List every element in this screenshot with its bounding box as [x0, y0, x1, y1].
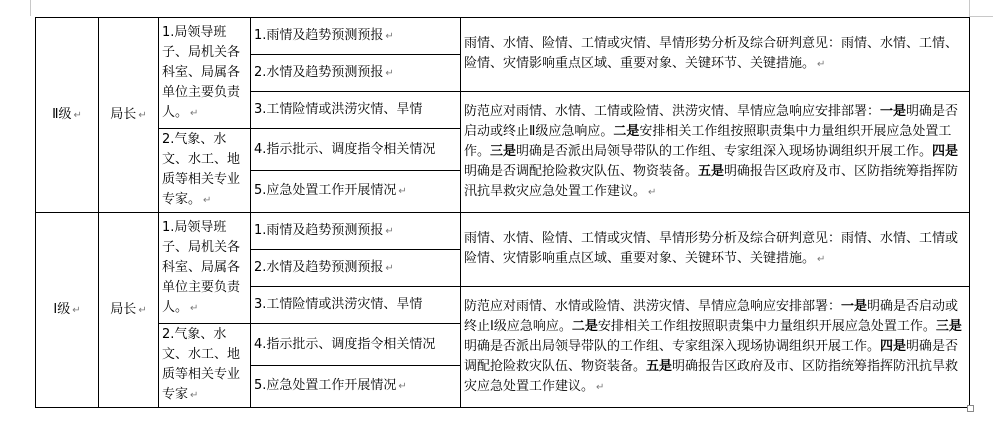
deploy-segment: 二是	[571, 318, 598, 334]
page-corner-mark-right-h	[969, 16, 993, 17]
paragraph-mark: ↵	[138, 109, 147, 121]
paragraph-mark: ↵	[385, 30, 394, 42]
page-corner-mark-right-v	[969, 0, 970, 16]
deploy-segment: 明确是否派出局领导带队的工作组、专家组深入现场协调组织开展工作。	[516, 143, 933, 159]
response-table-body	[36, 18, 970, 408]
report-item-cell[interactable]	[251, 250, 461, 287]
participants-officials: 1.局领导班子、局机关各科室、局属各单位主要负责人。	[162, 219, 241, 315]
deployment-cell[interactable]	[461, 287, 970, 408]
deploy-segment: 明确是否调配抢险救灾队伍、物资装备。	[464, 163, 699, 179]
report-item: 1.雨情及趋势预测预报	[254, 222, 384, 238]
report-item: 2.水情及趋势预测预报	[254, 64, 384, 80]
paragraph-mark: ↵	[385, 225, 394, 237]
report-item-cell[interactable]	[251, 129, 461, 171]
report-item: 3.工情险情或洪涝灾情、旱情	[254, 297, 423, 312]
report-item: 5.应急处置工作开展情况	[254, 378, 397, 393]
participants-cell[interactable]	[159, 18, 251, 129]
deploy-segment: 安排相关工作组按照职责集中力量组织开展应急处置工作。	[464, 123, 952, 159]
paragraph-mark: ↵	[648, 186, 657, 198]
paragraph-mark: ↵	[138, 304, 147, 316]
paragraph-mark: ↵	[596, 381, 605, 393]
deploy-segment: 明确是否启动或终止Ⅱ级应急响应。	[464, 103, 959, 139]
report-item-cell[interactable]	[251, 92, 461, 129]
deploy-segment: 明确是否派出局领导带队的工作组、专家组深入现场协调组织开展工作。	[464, 338, 881, 354]
report-item-cell[interactable]	[251, 171, 461, 213]
chair-role: 局长	[110, 301, 137, 317]
deploy-segment: 三是	[490, 143, 517, 159]
paragraph-mark: ↵	[190, 390, 199, 401]
participants-experts: 2.气象、水文、水工、地质等相关专业专家。	[162, 132, 241, 207]
paragraph-mark: ↵	[817, 254, 826, 265]
table-row	[36, 213, 970, 250]
paragraph-mark: ↵	[190, 107, 199, 119]
deploy-segment: 明确是否启动或终止Ⅰ级应急响应。	[464, 298, 959, 334]
deploy-segment: 明确报告区政府及市、区防指统筹指挥防汛抗旱救灾应急处置工作建议。	[464, 163, 959, 199]
participants-cell[interactable]	[159, 129, 251, 213]
analysis-text: 雨情、水情、险情、工情或灾情、旱情形势分析及综合研判意见：雨情、水情、工情或险情、灾情影响重点区域、重要对象、关键环节、关键措施。	[464, 231, 959, 266]
deploy-segment: 一是	[880, 103, 907, 119]
deploy-segment: 一是	[841, 298, 868, 314]
report-item-cell[interactable]	[251, 324, 461, 366]
report-item: 3.工情险情或洪涝灾情、旱情	[254, 102, 423, 117]
paragraph-mark: ↵	[385, 262, 394, 274]
deploy-segment: 二是	[613, 123, 640, 139]
report-item: 5.应急处置工作开展情况	[254, 183, 397, 198]
response-level-cell[interactable]	[36, 18, 99, 213]
table-row	[36, 18, 970, 55]
deploy-segment: 防范应对雨情、水情或险情、洪涝灾情、旱情应急响应安排部署：	[464, 298, 842, 314]
deploy-segment: 安排相关工作组按照职责集中力量组织开展应急处置工作。	[597, 318, 936, 334]
paragraph-mark: ↵	[203, 195, 212, 206]
response-level-cell[interactable]	[36, 213, 99, 408]
response-level: Ⅱ级	[52, 106, 72, 122]
analysis-cell[interactable]	[461, 18, 970, 92]
chair-role: 局长	[110, 106, 137, 122]
report-item-cell[interactable]	[251, 18, 461, 55]
deploy-segment: 五是	[646, 358, 673, 374]
table-resize-handle[interactable]	[967, 405, 974, 412]
participants-cell[interactable]	[159, 324, 251, 408]
report-item-cell[interactable]	[251, 366, 461, 408]
report-item: 1.雨情及趋势预测预报	[254, 27, 384, 43]
report-item-cell[interactable]	[251, 213, 461, 250]
report-item-cell[interactable]	[251, 55, 461, 92]
chair-role-cell[interactable]	[99, 18, 159, 213]
deploy-segment: 四是	[932, 143, 959, 159]
participants-cell[interactable]	[159, 213, 251, 324]
deployment-cell[interactable]	[461, 92, 970, 213]
deploy-segment: 五是	[698, 163, 725, 179]
paragraph-mark: ↵	[72, 304, 81, 316]
deploy-segment: 三是	[935, 318, 962, 334]
participants-experts: 2.气象、水文、水工、地质等相关专业专家	[162, 327, 241, 402]
report-item: 2.水情及趋势预测预报	[254, 259, 384, 275]
response-level: Ⅰ级	[53, 301, 71, 317]
report-item-cell[interactable]	[251, 287, 461, 324]
deploy-segment: 明确是否调配抢险救灾队伍、物资装备。	[464, 338, 959, 374]
deploy-segment: 防范应对雨情、水情、工情或险情、洪涝灾情、旱情应急响应安排部署：	[464, 103, 881, 119]
report-item: 4.指示批示、调度指令相关情况	[254, 141, 436, 157]
paragraph-mark: ↵	[398, 381, 407, 392]
analysis-text: 雨情、水情、险情、工情或灾情、旱情形势分析及综合研判意见：雨情、水情、工情、险情、灾情影响重点区域、重要对象、关键环节、关键措施。	[464, 36, 959, 71]
paragraph-mark: ↵	[398, 186, 407, 197]
participants-officials: 1.局领导班子、局机关各科室、局属各单位主要负责人。	[162, 24, 241, 120]
report-item: 4.指示批示、调度指令相关情况	[254, 336, 436, 352]
page-corner-mark-left-v	[30, 0, 31, 16]
analysis-cell[interactable]	[461, 213, 970, 287]
paragraph-mark: ↵	[73, 109, 82, 121]
paragraph-mark: ↵	[817, 59, 826, 70]
paragraph-mark: ↵	[190, 302, 199, 314]
paragraph-mark: ↵	[385, 67, 394, 79]
response-table[interactable]	[35, 17, 970, 408]
chair-role-cell[interactable]	[99, 213, 159, 408]
deploy-segment: 明确报告区政府及市、区防指统筹指挥防汛抗旱救灾应急处置工作建议。	[464, 358, 959, 394]
deploy-segment: 四是	[880, 338, 907, 354]
